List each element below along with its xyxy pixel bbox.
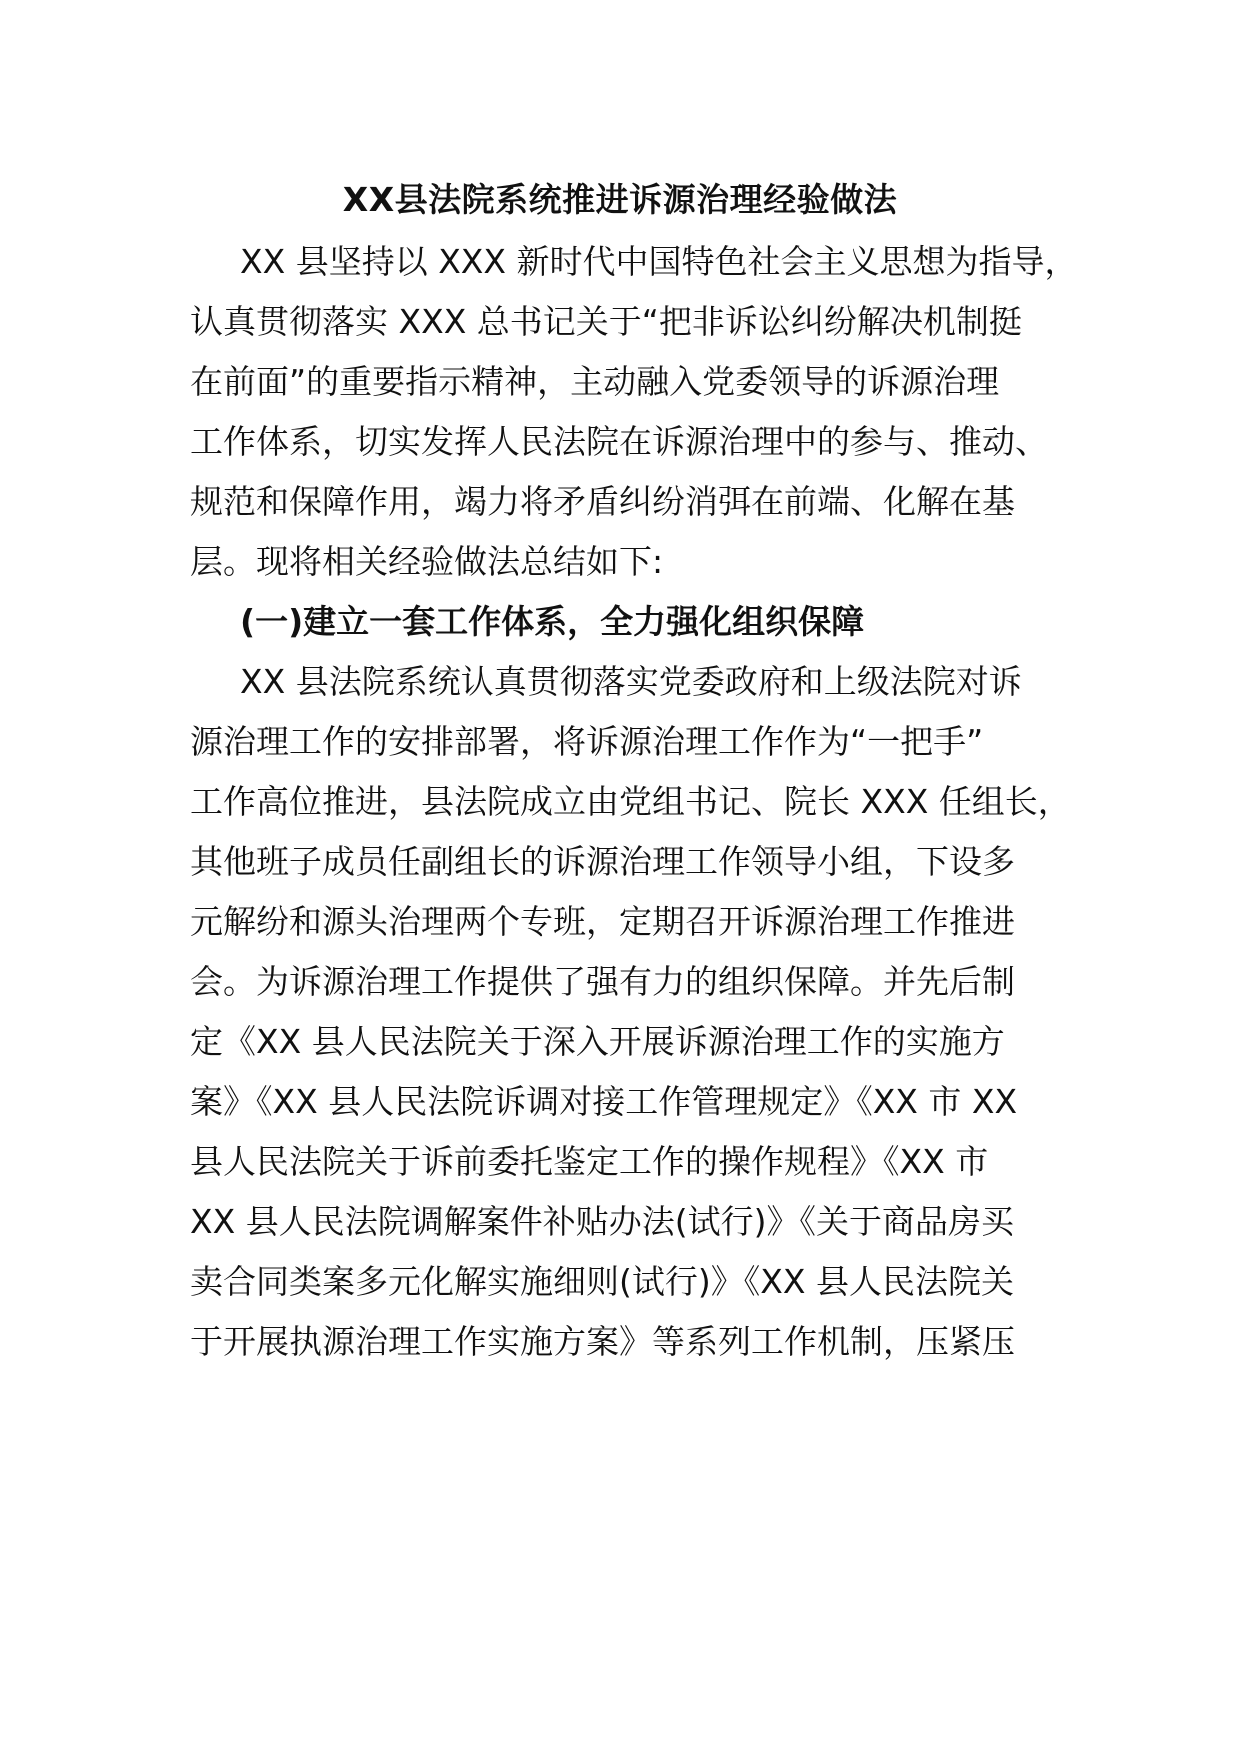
paragraph-line: 定《XX 县人民法院关于深入开展诉源治理工作的实施方 — [190, 1022, 1005, 1061]
paragraph-line: XX 县坚持以 XXX 新时代中国特色社会主义思想为指导， — [240, 242, 1078, 281]
paragraph-line: 认真贯彻落实 XXX 总书记关于“把非诉讼纠纷解决机制挺 — [190, 302, 1022, 341]
paragraph-line: 县人民法院关于诉前委托鉴定工作的操作规程》《XX 市 — [190, 1142, 989, 1181]
paragraph-line: XX 县法院系统认真贯彻落实党委政府和上级法院对诉 — [240, 662, 1022, 701]
paragraph-line: 会。为诉源治理工作提供了强有力的组织保障。并先后制 — [190, 962, 1015, 1001]
paragraph-line: 工作体系，切实发挥人民法院在诉源治理中的参与、推动、 — [190, 422, 1048, 461]
paragraph-line: 其他班子成员任副组长的诉源治理工作领导小组，下设多 — [190, 842, 1015, 881]
paragraph-line: 规范和保障作用，竭力将矛盾纠纷消弭在前端、化解在基 — [190, 482, 1015, 521]
paragraph-line: 在前面”的重要指示精神，主动融入党委领导的诉源治理 — [190, 362, 1000, 401]
paragraph-line: 卖合同类案多元化解实施细则(试行)》《XX 县人民法院关 — [190, 1262, 1014, 1301]
section-heading: (一)建立一套工作体系，全力强化组织保障 — [240, 602, 865, 641]
paragraph-line: 于开展执源治理工作实施方案》等系列工作机制，压紧压 — [190, 1322, 1015, 1361]
paragraph-line: 元解纷和源头治理两个专班，定期召开诉源治理工作推进 — [190, 902, 1015, 941]
paragraph-line: XX 县人民法院调解案件补贴办法(试行)》《关于商品房买 — [190, 1202, 1014, 1241]
document-title: XX县法院系统推进诉源治理经验做法 — [342, 180, 898, 219]
paragraph-line: 层。现将相关经验做法总结如下: — [190, 542, 664, 581]
paragraph-line: 工作高位推进，县法院成立由党组书记、院长 XXX 任组长， — [190, 782, 1071, 821]
paragraph-line: 源治理工作的安排部署，将诉源治理工作作为“一把手” — [190, 722, 984, 761]
paragraph-line: 案》《XX 县人民法院诉调对接工作管理规定》《XX 市 XX — [190, 1082, 1018, 1121]
